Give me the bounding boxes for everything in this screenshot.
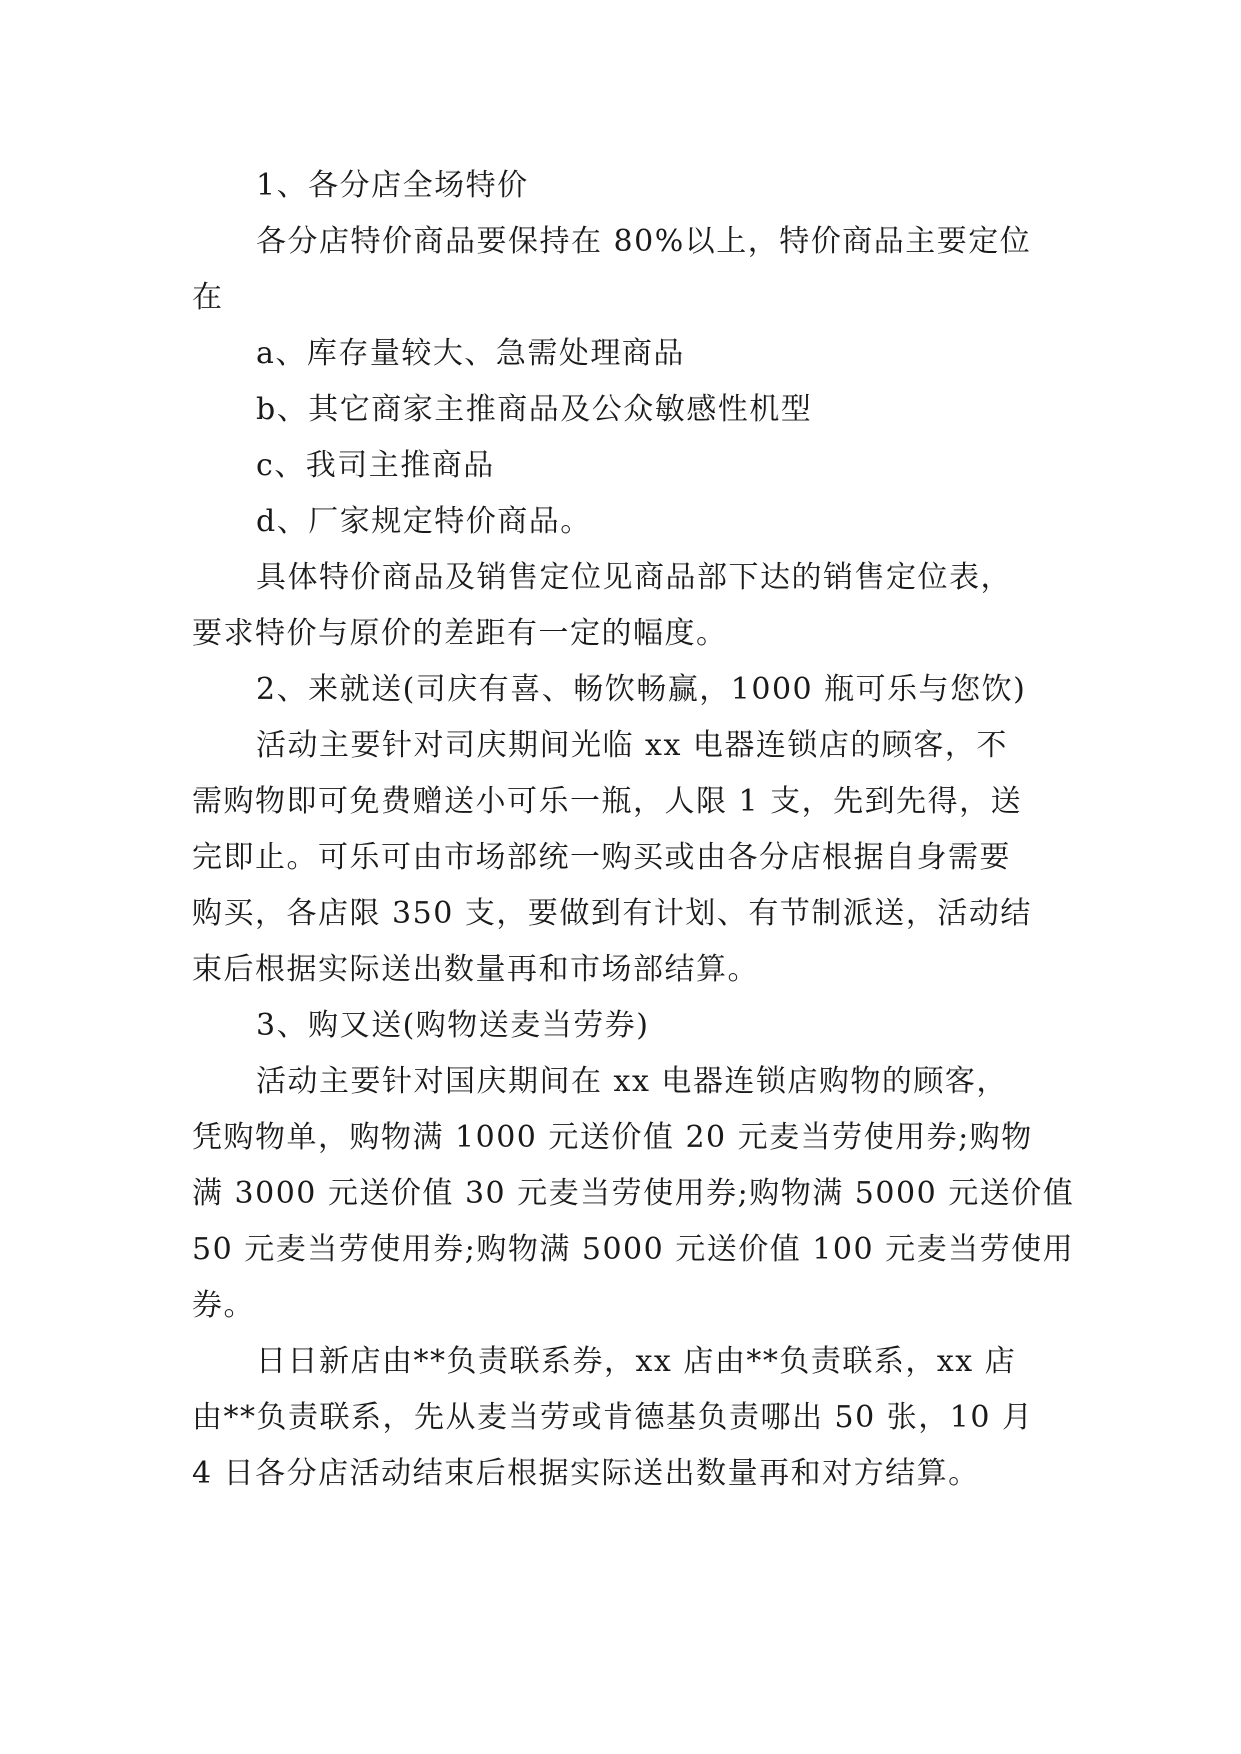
paragraph-line: 具体特价商品及销售定位见商品部下达的销售定位表， — [256, 560, 1012, 595]
paragraph-line: 完即止。可乐可由市场部统一购买或由各分店根据自身需要 — [192, 840, 1011, 875]
paragraph-line: 50 元麦当劳使用券;购物满 5000 元送价值 100 元麦当劳使用 — [192, 1232, 1075, 1267]
list-item-a: a、库存量较大、急需处理商品 — [256, 336, 685, 371]
paragraph-line: 活动主要针对司庆期间光临 xx 电器连锁店的顾客，不 — [256, 728, 1008, 763]
paragraph-line: 需购物即可免费赠送小可乐一瓶，人限 1 支，先到先得，送 — [192, 784, 1023, 819]
heading-1: 1、各分店全场特价 — [256, 168, 529, 203]
paragraph-line: 在 — [192, 280, 224, 315]
paragraph-line: 满 3000 元送价值 30 元麦当劳使用券;购物满 5000 元送价值 — [192, 1176, 1075, 1211]
list-item-b: b、其它商家主推商品及公众敏感性机型 — [256, 392, 813, 427]
heading-3: 3、购又送(购物送麦当劳券) — [256, 1008, 650, 1043]
list-item-d: d、厂家规定特价商品。 — [256, 504, 592, 539]
list-item-c: c、我司主推商品 — [256, 448, 495, 483]
heading-2: 2、来就送(司庆有喜、畅饮畅赢，1000 瓶可乐与您饮) — [256, 672, 1027, 707]
paragraph-line: 券。 — [192, 1288, 255, 1323]
paragraph-line: 4 日各分店活动结束后根据实际送出数量再和对方结算。 — [192, 1456, 980, 1491]
paragraph-line: 日日新店由**负责联系券，xx 店由**负责联系，xx 店 — [256, 1344, 1017, 1379]
paragraph-line: 各分店特价商品要保持在 80%以上，特价商品主要定位 — [256, 224, 1032, 259]
paragraph-line: 活动主要针对国庆期间在 xx 电器连锁店购物的顾客， — [256, 1064, 1008, 1099]
paragraph-line: 束后根据实际送出数量再和市场部结算。 — [192, 952, 759, 987]
paragraph-line: 凭购物单，购物满 1000 元送价值 20 元麦当劳使用券;购物 — [192, 1120, 1033, 1155]
paragraph-line: 由**负责联系，先从麦当劳或肯德基负责哪出 50 张，10 月 — [192, 1400, 1034, 1435]
paragraph-line: 购买，各店限 350 支，要做到有计划、有节制派送，活动结 — [192, 896, 1032, 931]
paragraph-line: 要求特价与原价的差距有一定的幅度。 — [192, 616, 728, 651]
